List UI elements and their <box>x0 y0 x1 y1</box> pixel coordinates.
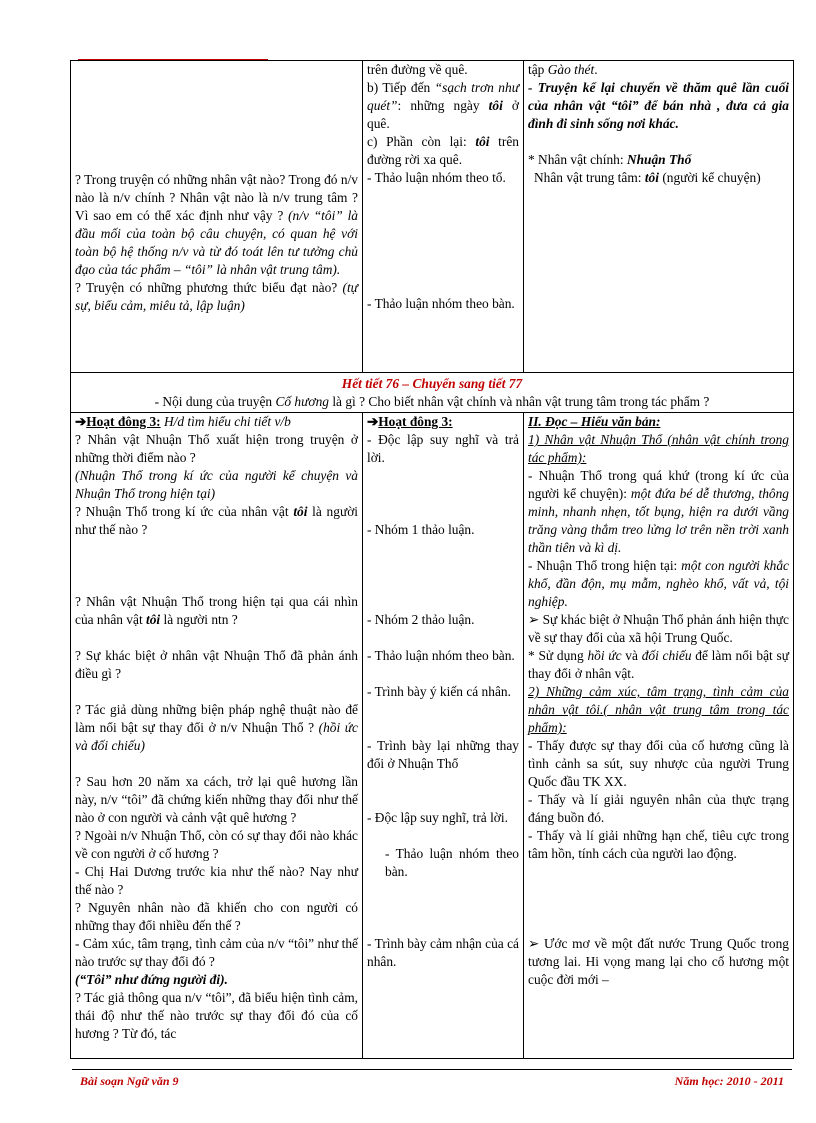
text-span: là người ntn ? <box>160 612 238 627</box>
section-heading: II. Đọc – Hiểu văn bản: <box>528 414 661 429</box>
activity-text: - Trình bày lại những thay đổi ở Nhuận Thổ <box>367 738 519 771</box>
text-span: b) Tiếp đến <box>367 80 435 95</box>
table-row <box>71 413 794 1059</box>
central-character: tôi <box>644 170 659 185</box>
description: một con người khắc khổ, đần độn, mụ mẫm, nghèo khổ, vất vả, tội nghiệp. <box>528 558 789 609</box>
teacher-activity-cell <box>71 61 363 373</box>
content-cell <box>524 61 794 373</box>
activity-text: - Thảo luận nhóm theo bàn. <box>385 846 519 879</box>
question: ? Ngoài n/v Nhuận Thổ, còn có sự thay đổi nào khác về con người ở cố hương ? <box>75 828 358 861</box>
table-row <box>71 61 794 373</box>
table-row <box>71 373 794 413</box>
toi-emphasis: tôi <box>293 504 308 519</box>
text-span: ? Nhuận Thổ trong kí ức của nhân vật <box>75 504 294 519</box>
text-span: . <box>594 62 598 77</box>
student-activity-cell <box>363 61 524 373</box>
activity-text: - Nhóm 2 thảo luận. <box>367 612 475 627</box>
lesson-transition-title: Hết tiết 76 – Chuyển sang tiết 77 <box>341 376 523 391</box>
work-title: Cố hương <box>275 394 329 409</box>
activity-text: - Độc lập suy nghĩ, trả lời. <box>367 810 508 825</box>
question-note: (n/v “tôi” là đầu mối của toàn bộ câu chuyện, có quan hệ với toàn bộ hệ thống n/v và từ đó toát lên tư tưởng chủ đạo của tác phẩm – “tôi” là nhân vật trung tâm). <box>75 208 358 277</box>
text-span: : những ngày <box>397 98 489 113</box>
question: ? Nhân vật Nhuận Thổ xuất hiện trong truyện ở những thời điểm nào ? <box>75 432 358 465</box>
question: ? Trong truyện có những nhân vật nào? Trong đó n/v nào là n/v chính ? Nhân vật nào là n/v trung tâm ? Vì sao em có thể xác định như vậy ? <box>75 172 358 223</box>
quote: “sạch trơn như quét” <box>367 80 520 113</box>
technique: hồi ức <box>587 648 622 663</box>
activity-text: - Nhóm 1 thảo luận. <box>367 522 475 537</box>
activity-heading: Hoạt đông 3: <box>378 414 453 429</box>
content-point: - Thấy và lí giải những hạn chế, tiêu cực trong tâm hồn, tính cách của người lao động. <box>528 828 789 861</box>
toi-emphasis: tôi <box>146 612 161 627</box>
question: - Cảm xúc, tâm trạng, tình cảm của n/v “tôi” như thế nào trước sự thay đổi đó ? <box>75 936 358 969</box>
story-summary: - Truyện kể lại chuyến về thăm quê lần cuối của nhân vật “tôi” để bán nhà , đưa cả gia đình đi sinh sống nơi khác. <box>528 80 789 131</box>
question: ? Sau hơn 20 năm xa cách, trở lại quê hương lần này, n/v “tôi” đã chứng kiến những thay đổi như thế nào ở con người và cảnh vật quê hương ? <box>75 774 358 825</box>
text-span: trên đường rời xa quê. <box>367 134 520 167</box>
activity-text: - Trình bày cảm nhận của cá nhân. <box>367 936 519 969</box>
text-line: trên đường về quê. <box>367 62 468 77</box>
text-span: ở quê. <box>367 98 519 131</box>
activity-text: - Trình bày ý kiến cá nhân. <box>367 684 511 699</box>
question: ? Tác giả dùng những biện pháp nghệ thuật nào để làm nổi bật sự thay đổi ở n/v Nhuận Thổ ? <box>75 702 358 735</box>
text-span: - Nhuận Thổ trong quá khứ (trong kí ức của người kể chuyện): <box>528 468 789 501</box>
text-span: Nhân vật trung tâm: <box>534 170 645 185</box>
arrow-icon: ➔ <box>367 414 379 429</box>
text-span: c) Phần còn lại: <box>367 134 476 149</box>
question-note: (tự sự, biểu cảm, miêu tả, lập luận) <box>75 280 358 313</box>
work-title: Gào thét <box>547 62 595 77</box>
student-activity-cell <box>363 413 524 1059</box>
toi-emphasis: tôi <box>488 98 503 113</box>
lesson-divider-cell <box>71 373 794 413</box>
question: ? Truyện có những phương thức biểu đạt nào? <box>75 280 338 295</box>
text-span: - Nhuận Thổ trong hiện tại: <box>528 558 682 573</box>
subsection-heading: 2) Những cảm xúc, tâm trạng, tình cảm của nhân vật tôi.( nhân vật trung tâm trong tác phẩm): <box>528 684 789 735</box>
conclusion: ➢ Ước mơ về một đất nước Trung Quốc trong tương lai. Hi vọng mang lại cho cố hương một cuộc đời mới – <box>528 936 789 987</box>
question: - Chị Hai Dương trước kia như thế nào? Nay như thế nào ? <box>75 864 358 897</box>
question: ? Tác giả thông qua n/v “tôi”, đã biểu hiện tình cảm, thái độ như thế nào trước sự thay đổi đó của cố hương ? Từ đó, tác <box>75 990 358 1041</box>
activity-text: - Độc lập suy nghĩ và trả lời. <box>367 432 519 465</box>
footer-right: Năm học: 2010 - 2011 <box>674 1074 784 1088</box>
question: ? Sự khác biệt ở nhân vật Nhuận Thổ đã phản ánh điều gì ? <box>75 648 358 681</box>
content-point: - Thấy được sự thay đổi của cố hương cũng là tình cảnh sa sút, suy nhược của người Trung Quốc đầu TK XX. <box>528 738 789 789</box>
description: một đứa bé dễ thương, thông minh, nhanh nhẹn, tốt bụng, hiện ra dưới vầng trăng vàng thắm treo lửng lơ trên nền trời xanh thần tiên và kì dị. <box>528 486 790 555</box>
technique: đối chiếu <box>641 648 692 663</box>
question-note: (“Tôi” như đứng người đi). <box>75 972 228 987</box>
toi-emphasis: tôi <box>475 134 490 149</box>
footer-left: Bài soạn Ngữ văn 9 <box>80 1074 179 1088</box>
content-cell <box>524 413 794 1059</box>
question-note: (Nhuận Thổ trong kí ức của người kể chuyện và Nhuận Thổ trong hiện tại) <box>75 468 358 501</box>
text-span: để làm nổi bật sự thay đổi ở nhân vật. <box>528 648 789 681</box>
activity-text: - Thảo luận nhóm theo bàn. <box>367 648 515 663</box>
text-span: * Nhân vật chính: <box>528 152 627 167</box>
text-span: * Sử dụng <box>528 648 588 663</box>
question: ? Nguyên nhân nào đã khiến cho con người có những thay đổi nhiều đến thế ? <box>75 900 358 933</box>
activity-heading: Hoạt đông 3: <box>86 414 161 429</box>
teacher-activity-cell <box>71 413 363 1059</box>
text-span: - Nội dung của truyện <box>154 394 276 409</box>
content-point: - Thấy và lí giải nguyên nhân của thực trạng đáng buồn đó. <box>528 792 789 825</box>
text-span: và <box>621 648 642 663</box>
lesson-table <box>70 60 794 1059</box>
activity-text: - Thảo luận nhóm theo tổ. <box>367 170 506 185</box>
page-footer <box>72 1069 792 1092</box>
text-span: tập <box>528 62 548 77</box>
text-span: là người như thế nào ? <box>75 504 359 537</box>
activity-subtitle: H/d tìm hiểu chi tiết v/b <box>160 414 291 429</box>
question-note: (hồi ức và đối chiếu) <box>75 720 358 753</box>
text-span: (người kể chuyện) <box>658 170 761 185</box>
main-character: Nhuận Thổ <box>626 152 692 167</box>
activity-text: - Thảo luận nhóm theo bàn. <box>367 296 515 311</box>
text-span: ? Nhân vật Nhuận Thổ trong hiện tại qua cái nhìn của nhân vật <box>75 594 358 627</box>
arrow-icon: ➔ <box>75 414 87 429</box>
conclusion: ➢ Sự khác biệt ở Nhuận Thổ phản ánh hiện thực về sự thay đổi của xã hội Trung Quốc. <box>528 612 789 645</box>
text-span: là gì ? Cho biết nhân vật chính và nhân vật trung tâm trong tác phẩm ? <box>328 394 710 409</box>
subsection-heading: 1) Nhân vật Nhuận Thổ (nhân vật chính trong tác phẩm): <box>528 432 789 465</box>
